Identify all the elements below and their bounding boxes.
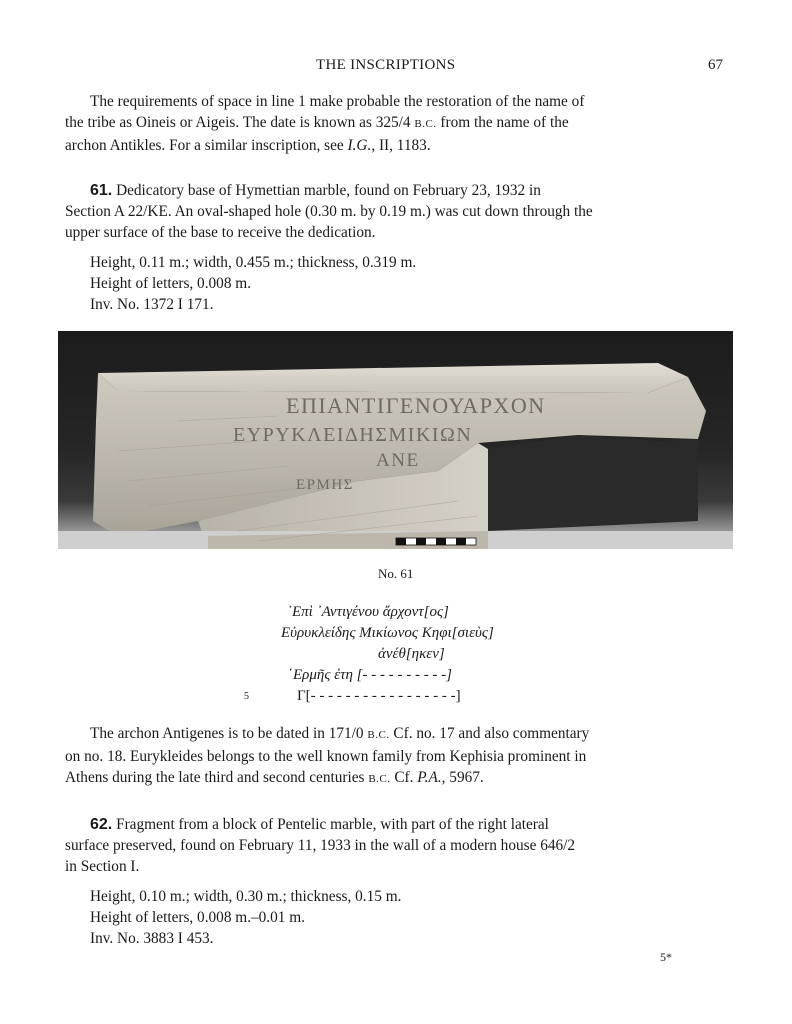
figure-caption: No. 61	[378, 566, 414, 581]
stone-photograph	[58, 331, 733, 549]
line-number-5: 5	[244, 691, 249, 702]
transcription-line-1: ᾿Επὶ ᾿Αντιγένου ἄρχοντ[ος]	[287, 604, 449, 620]
stone-top-surface	[98, 363, 688, 393]
entry-62-line-2: surface preserved, found on February 11, 1933 in the wall of a modern house 646/2	[65, 837, 576, 855]
intro-line-3: archon Antikles. For a similar inscription, see I.G., II, 1183.	[65, 137, 431, 155]
entry-61-line-1: 61. Dedicatory base of Hymettian marble, found on February 23, 1932 in	[90, 182, 541, 199]
entry-61-line-3: upper surface of the base to receive the dedication.	[65, 224, 376, 242]
stone-inscription-line-3: ΑΝΕ	[376, 450, 420, 471]
entry-61-letter-height: Height of letters, 0.008 m.	[90, 275, 252, 293]
greek-transcription	[240, 602, 540, 706]
stone-photo-svg	[58, 331, 733, 549]
stone-break-shadow	[488, 435, 698, 531]
commentary-line-2: on no. 18. Eurykleides belongs to the well known family from Kephisia prominent in	[65, 748, 587, 766]
commentary-line-1: The archon Antigenes is to be dated in 171/0 B.C. Cf. no. 17 and also commentary	[90, 725, 590, 742]
page-number: 67	[708, 57, 723, 73]
signature-mark: 5*	[660, 950, 672, 964]
entry-62-measurements	[90, 886, 401, 950]
entry-62-inventory: Inv. No. 3883 I 453.	[90, 930, 214, 948]
entry-62-line-1: 62. Fragment from a block of Pentelic marble, with part of the right lateral	[90, 816, 549, 833]
entry-62-number: 62.	[90, 816, 113, 833]
stone-inscription-line-1: ΕΠΙΑΝΤΙΓΕΝΟΥΑΡΧΟΝ	[286, 393, 546, 418]
intro-line-1: The requirements of space in line 1 make probable the restoration of the name of	[90, 93, 585, 110]
stone-inscription-line-2: ΕΥΡΥΚΛΕΙΔΗΣΜΙΚΙΩΝ	[233, 424, 473, 446]
entry-61-number: 61.	[90, 182, 113, 199]
entry-61-measurements	[90, 252, 416, 316]
entry-61-description	[65, 180, 727, 244]
commentary-line-3: Athens during the late third and second centuries B.C. Cf. P.A., 5967.	[65, 769, 484, 787]
entry-62-dimensions: Height, 0.10 m.; width, 0.30 m.; thickness, 0.15 m.	[90, 888, 402, 905]
entry-61-inventory: Inv. No. 1372 I 171.	[90, 296, 214, 314]
entry-62-description	[65, 814, 727, 878]
scale-bar	[396, 538, 476, 545]
entry-61-dimensions: Height, 0.11 m.; width, 0.455 m.; thickness, 0.319 m.	[90, 254, 417, 271]
intro-line-2: the tribe as Oineis or Aigeis. The date is known as 325/4 B.C. from the name of the	[65, 114, 569, 132]
transcription-line-3: ἀνέθ[ηκεν]	[378, 646, 445, 662]
transcription-line-4: ῾Ερμῆς ἐτη [- - - - - - - - - -]	[288, 667, 453, 683]
intro-paragraph	[65, 91, 727, 157]
running-head: THE INSCRIPTIONS	[316, 57, 456, 73]
stone-inscription-line-4: ΕΡΜΗΣ	[296, 477, 354, 493]
transcription-line-5: Γ[- - - - - - - - - - - - - - - - -]	[297, 688, 461, 704]
entry-62-letter-height: Height of letters, 0.008 m.–0.01 m.	[90, 909, 305, 927]
transcription-line-2: Εὐρυκλείδης Μικίωνος Κηφι[σιεὺς]	[281, 625, 494, 641]
entry-61-commentary	[65, 723, 727, 791]
entry-61-line-2: Section A 22/KE. An oval-shaped hole (0.30 m. by 0.19 m.) was cut down through the	[65, 203, 593, 221]
entry-62-line-3: in Section Ι.	[65, 858, 140, 876]
